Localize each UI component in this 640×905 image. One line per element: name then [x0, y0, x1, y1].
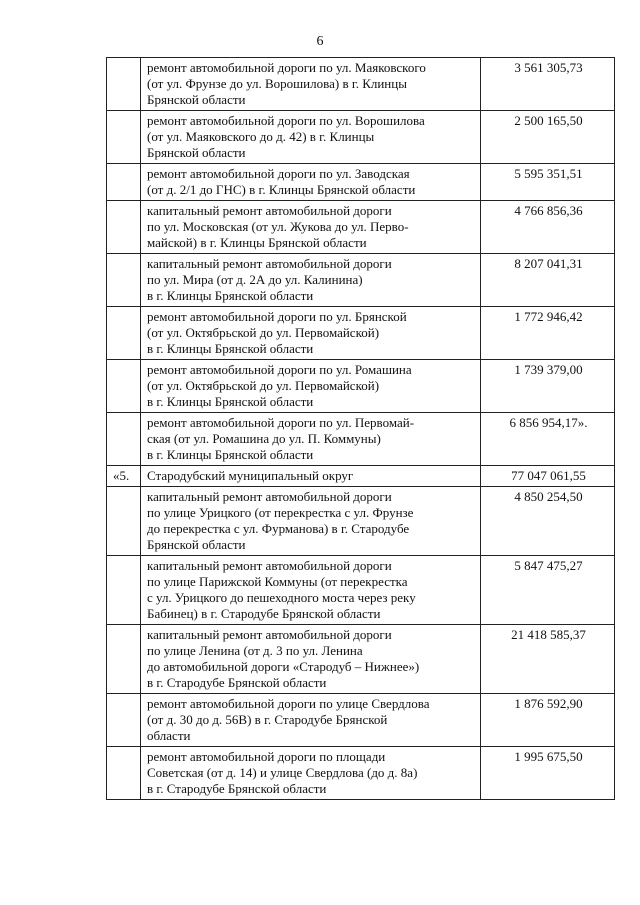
description-line: до перекрестка с ул. Фурманова) в г. Стародубе [147, 521, 410, 536]
description-line: Брянской области [147, 92, 246, 107]
roads-table-body [107, 58, 615, 800]
description-line: ремонт автомобильной дороги по площади [147, 749, 386, 764]
row-amount: 2 500 165,50 [481, 111, 615, 164]
table-row [107, 111, 615, 164]
table-row [107, 164, 615, 201]
row-number [107, 254, 141, 307]
description-line: ремонт автомобильной дороги по ул. Первомай- [147, 415, 415, 430]
description-line: с ул. Урицкого до пешеходного моста через реку [147, 590, 416, 605]
row-description [141, 747, 481, 800]
description-line: (от ул. Маяковского до д. 42) в г. Клинцы [147, 129, 375, 144]
description-line: Брянской области [147, 537, 246, 552]
row-amount: 6 856 954,17». [481, 413, 615, 466]
row-number [107, 694, 141, 747]
row-amount: 8 207 041,31 [481, 254, 615, 307]
row-description [141, 58, 481, 111]
table-row [107, 487, 615, 556]
description-line: ремонт автомобильной дороги по ул. Ромашина [147, 362, 412, 377]
row-description [141, 254, 481, 307]
row-description [141, 307, 481, 360]
row-number [107, 307, 141, 360]
row-amount: 77 047 061,55 [481, 466, 615, 487]
description-line: в г. Клинцы Брянской области [147, 447, 314, 462]
description-line: ремонт автомобильной дороги по ул. Заводская [147, 166, 410, 181]
description-line: ремонт автомобильной дороги по ул. Брянской [147, 309, 407, 324]
row-description [141, 556, 481, 625]
table-row [107, 466, 615, 487]
description-line: в г. Клинцы Брянской области [147, 394, 314, 409]
description-line: ремонт автомобильной дороги по ул. Ворошилова [147, 113, 425, 128]
table-row [107, 201, 615, 254]
page-number: 6 [316, 34, 324, 49]
row-amount: 21 418 585,37 [481, 625, 615, 694]
roads-table [106, 57, 615, 800]
description-line: по улице Урицкого (от перекрестка с ул. Фрунзе [147, 505, 414, 520]
row-description [141, 694, 481, 747]
description-line: в г. Стародубе Брянской области [147, 675, 327, 690]
row-amount: 4 850 254,50 [481, 487, 615, 556]
row-number [107, 201, 141, 254]
row-amount: 1 995 675,50 [481, 747, 615, 800]
description-line: (от д. 30 до д. 56В) в г. Стародубе Брянской [147, 712, 388, 727]
description-line: ремонт автомобильной дороги по улице Свердлова [147, 696, 430, 711]
description-line: Советская (от д. 14) и улице Свердлова (до д. 8а) [147, 765, 418, 780]
description-line: по улице Ленина (от д. 3 по ул. Ленина [147, 643, 363, 658]
row-number: «5. [107, 466, 141, 487]
description-line: по ул. Мира (от д. 2А до ул. Калинина) [147, 272, 363, 287]
table-row [107, 254, 615, 307]
row-description [141, 625, 481, 694]
row-number [107, 360, 141, 413]
table-row [107, 694, 615, 747]
description-line: в г. Стародубе Брянской области [147, 781, 327, 796]
row-description [141, 111, 481, 164]
table-row [107, 360, 615, 413]
description-line: (от ул. Октябрьской до ул. Первомайской) [147, 378, 380, 393]
description-line: ремонт автомобильной дороги по ул. Маяковского [147, 60, 426, 75]
table-row [107, 556, 615, 625]
row-number [107, 487, 141, 556]
table-row [107, 413, 615, 466]
description-line: области [147, 728, 191, 743]
row-number [107, 625, 141, 694]
description-line: Стародубский муниципальный округ [147, 468, 354, 483]
description-line: по ул. Московская (от ул. Жукова до ул. Перво- [147, 219, 409, 234]
description-line: капитальный ремонт автомобильной дороги [147, 256, 392, 271]
row-description [141, 413, 481, 466]
row-description [141, 466, 481, 487]
description-line: в г. Клинцы Брянской области [147, 341, 314, 356]
row-number [107, 164, 141, 201]
table-row [107, 747, 615, 800]
description-line: майской) в г. Клинцы Брянской области [147, 235, 367, 250]
row-number [107, 413, 141, 466]
description-line: капитальный ремонт автомобильной дороги [147, 203, 392, 218]
description-line: Брянской области [147, 145, 246, 160]
row-number [107, 58, 141, 111]
row-description [141, 360, 481, 413]
description-line: (от ул. Октябрьской до ул. Первомайской) [147, 325, 380, 340]
row-amount: 1 876 592,90 [481, 694, 615, 747]
row-number [107, 747, 141, 800]
table-row [107, 307, 615, 360]
description-line: до автомобильной дороги «Стародуб – Нижнее») [147, 659, 420, 674]
description-line: (от ул. Фрунзе до ул. Ворошилова) в г. Клинцы [147, 76, 407, 91]
description-line: по улице Парижской Коммуны (от перекрестка [147, 574, 408, 589]
row-description [141, 487, 481, 556]
row-number [107, 111, 141, 164]
row-amount: 1 739 379,00 [481, 360, 615, 413]
description-line: (от д. 2/1 до ГНС) в г. Клинцы Брянской области [147, 182, 416, 197]
description-line: капитальный ремонт автомобильной дороги [147, 558, 392, 573]
row-amount: 3 561 305,73 [481, 58, 615, 111]
description-line: капитальный ремонт автомобильной дороги [147, 489, 392, 504]
row-amount: 5 847 475,27 [481, 556, 615, 625]
table-row [107, 58, 615, 111]
row-description [141, 201, 481, 254]
row-description [141, 164, 481, 201]
row-amount: 5 595 351,51 [481, 164, 615, 201]
row-number [107, 556, 141, 625]
row-amount: 4 766 856,36 [481, 201, 615, 254]
description-line: в г. Клинцы Брянской области [147, 288, 314, 303]
description-line: капитальный ремонт автомобильной дороги [147, 627, 392, 642]
description-line: ская (от ул. Ромашина до ул. П. Коммуны) [147, 431, 381, 446]
description-line: Бабинец) в г. Стародубе Брянской области [147, 606, 381, 621]
table-row [107, 625, 615, 694]
row-amount: 1 772 946,42 [481, 307, 615, 360]
